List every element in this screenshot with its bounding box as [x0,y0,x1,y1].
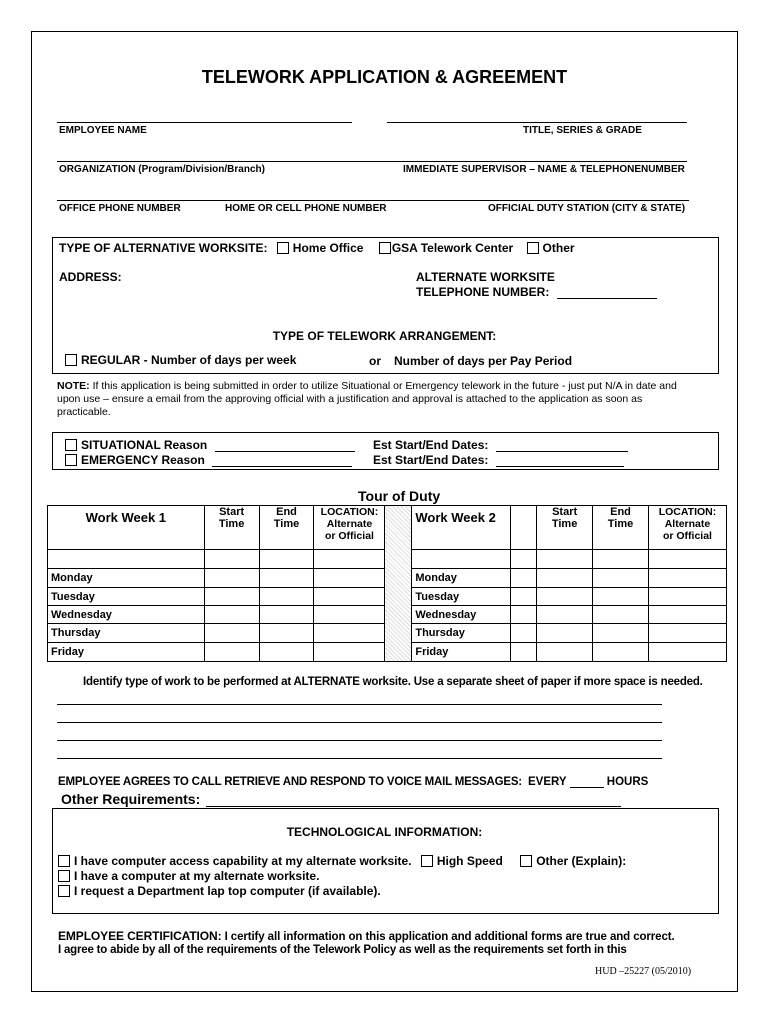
other-requirements-field[interactable] [206,806,621,807]
week2-end-header [593,506,649,550]
regular-label: REGULAR - Number of days per week [81,353,297,367]
alt-phone-field[interactable] [557,298,657,299]
phone-line[interactable] [57,200,689,201]
week1-thursday: Thursday [48,624,205,643]
end-time-label-2: Time [607,518,634,530]
blank-cell[interactable] [537,550,593,569]
blank-cell[interactable] [259,550,314,569]
time-cell[interactable] [537,643,593,662]
time-cell[interactable] [511,569,537,588]
computer-access-label: I have computer access capability at my alternate worksite. [74,854,412,868]
every-label: EVERY [528,776,567,788]
week1-end-header [259,506,314,550]
organization-line[interactable] [57,161,687,162]
title-series-grade-label: TITLE, SERIES & GRADE [523,125,642,136]
work-type-line-1[interactable] [57,704,662,705]
alt-phone-label-2: TELEPHONE NUMBER: [416,285,550,299]
location-cell[interactable] [314,624,385,643]
tour-of-duty-title: Tour of Duty [358,488,441,504]
worksite-type-label: TYPE OF ALTERNATIVE WORKSITE: [59,241,268,255]
start-label-1: Start [219,506,245,518]
office-phone-label: OFFICE PHONE NUMBER [59,203,181,214]
time-label-1: Time [218,518,245,530]
emergency-dates-field[interactable] [496,466,624,467]
situational-checkbox[interactable] [65,439,77,451]
time-cell[interactable] [537,569,593,588]
other-worksite-checkbox[interactable] [527,242,539,254]
location-cell[interactable] [648,624,726,643]
situational-label: SITUATIONAL Reason [81,438,208,452]
week2-location-header [648,506,726,550]
hours-field[interactable] [570,787,604,788]
title-series-grade-line[interactable] [387,122,687,123]
blank-cell[interactable] [48,550,205,569]
emergency-row [65,453,352,467]
arrangement-title: TYPE OF TELEWORK ARRANGEMENT: [272,329,497,343]
week2-monday: Monday [412,569,511,588]
time-cell[interactable] [537,588,593,606]
certification-line-2: I agree to abide by all of the requirements of the Telework Policy as well as the requirements set forth in this [58,944,627,956]
time-cell[interactable] [204,569,259,588]
time-cell[interactable] [593,606,649,624]
week2-wednesday: Wednesday [412,606,511,624]
employee-name-line[interactable] [57,122,352,123]
note-text [57,380,697,419]
note-label: NOTE: [57,380,90,392]
gsa-center-checkbox[interactable] [379,242,391,254]
time-cell[interactable] [511,588,537,606]
emergency-label: EMERGENCY Reason [81,453,205,467]
regular-row [65,353,296,367]
tech-item-1-row [58,854,626,868]
blank-cell[interactable] [412,550,511,569]
other-requirements-label: Other Requirements: [61,791,201,807]
week1-friday: Friday [48,643,205,662]
week1-tuesday: Tuesday [48,588,205,606]
time-cell[interactable] [537,624,593,643]
situational-dates-label: Est Start/End Dates: [373,438,489,452]
start-label-2: Start [552,506,578,518]
location-cell[interactable] [314,588,385,606]
blank-cell[interactable] [204,550,259,569]
location-label-2: LOCATION: [658,506,717,518]
emergency-checkbox[interactable] [65,454,77,466]
or-label: or [369,354,381,368]
tour-header-row [48,506,727,550]
week2-thursday: Thursday [412,624,511,643]
official-label-1: or Official [324,530,374,542]
home-phone-label: HOME OR CELL PHONE NUMBER [225,203,387,214]
week-divider [385,506,412,662]
computer-access-checkbox[interactable] [58,855,70,867]
location-cell[interactable] [648,606,726,624]
end-label-2: End [610,506,631,518]
blank-cell[interactable] [648,550,726,569]
form-page [31,31,738,992]
time-cell[interactable] [593,624,649,643]
certification-line-1 [58,929,675,943]
official-label-2: or Official [662,530,712,542]
other-requirements-row [61,791,621,807]
location-cell[interactable] [314,569,385,588]
time-cell[interactable] [537,606,593,624]
certification-label: EMPLOYEE CERTIFICATION: [58,929,222,943]
work-type-line-2[interactable] [57,722,662,723]
form-title: TELEWORK APPLICATION & AGREEMENT [201,67,568,87]
situational-reason-field[interactable] [215,451,355,452]
location-cell[interactable] [648,588,726,606]
address-label: ADDRESS: [59,270,122,284]
end-label-1: End [276,506,297,518]
time-cell[interactable] [593,588,649,606]
voicemail-every-row [528,776,648,788]
time-label-2: Time [551,518,578,530]
voicemail-text: EMPLOYEE AGREES TO CALL RETRIEVE AND RESPOND TO VOICE MAIL MESSAGES: [58,776,522,788]
time-cell[interactable] [204,624,259,643]
time-cell[interactable] [511,624,537,643]
week1-start-header [204,506,259,550]
other-worksite-label: Other [542,241,575,255]
tech-item-3-row [58,884,381,898]
worksite-type-row [59,241,575,255]
blank-cell[interactable] [314,550,385,569]
week1-location-header [314,506,385,550]
gsa-center-label: GSA Telework Center [391,241,514,255]
time-cell[interactable] [511,606,537,624]
week1-wednesday: Wednesday [48,606,205,624]
week2-header: Work Week 2 [412,506,511,550]
work-type-line-4[interactable] [57,758,662,759]
employee-name-label: EMPLOYEE NAME [59,125,147,136]
location-cell[interactable] [648,643,726,662]
emergency-reason-field[interactable] [212,466,352,467]
work-type-instruction: Identify type of work to be performed at ALTERNATE worksite. Use a separate sheet of paper if more space is needed. [83,676,703,688]
certification-text-1: I certify all information on this application and additional forms are true and correct. [221,931,675,943]
time-cell[interactable] [259,569,314,588]
emergency-dates-label: Est Start/End Dates: [373,453,489,467]
week2-start-header [537,506,593,550]
blank-cell[interactable] [511,550,537,569]
week1-monday: Monday [48,569,205,588]
alternate-label-2: Alternate [664,518,711,530]
time-cell[interactable] [259,624,314,643]
time-cell[interactable] [593,643,649,662]
time-cell[interactable] [259,588,314,606]
alt-phone-row [416,285,657,299]
request-laptop-label: I request a Department lap top computer (if available). [74,884,381,898]
alt-phone-label-1: ALTERNATE WORKSITE [416,270,555,284]
week1-header: Work Week 1 [48,506,205,550]
tech-item-2-row [58,869,319,883]
hours-label: HOURS [606,776,649,788]
week2-friday: Friday [412,643,511,662]
situational-dates-row [373,438,628,452]
situational-row [65,438,355,452]
blank-cell[interactable] [593,550,649,569]
note-body: If this application is being submitted in order to utilize Situational or Emergency telework in the future - just put N/A in date and upon use – ensure a email from the approving official with a justification and approval is attached to the application as soon as practicable. [57,380,677,418]
end-time-label-1: Time [273,518,300,530]
high-speed-label: High Speed [436,854,503,868]
time-cell[interactable] [511,643,537,662]
time-cell[interactable] [204,606,259,624]
location-cell[interactable] [314,606,385,624]
time-cell[interactable] [204,588,259,606]
week2-blank-header [511,506,537,550]
other-explain-checkbox[interactable] [520,855,532,867]
home-office-checkbox[interactable] [277,242,289,254]
have-computer-label: I have a computer at my alternate worksite. [74,869,320,883]
alternate-label-1: Alternate [326,518,373,530]
situational-dates-field[interactable] [496,451,628,452]
organization-label: ORGANIZATION (Program/Division/Branch) [59,164,265,175]
high-speed-checkbox[interactable] [421,855,433,867]
location-cell[interactable] [314,643,385,662]
regular-checkbox[interactable] [65,354,77,366]
have-computer-checkbox[interactable] [58,870,70,882]
home-office-label: Home Office [292,241,364,255]
time-cell[interactable] [259,643,314,662]
tour-of-duty-table [47,505,727,662]
location-label-1: LOCATION: [320,506,379,518]
work-type-line-3[interactable] [57,740,662,741]
pay-period-label: Number of days per Pay Period [394,354,573,368]
location-cell[interactable] [648,569,726,588]
time-cell[interactable] [593,569,649,588]
supervisor-label: IMMEDIATE SUPERVISOR – NAME & TELEPHONENUMBER [403,164,685,175]
request-laptop-checkbox[interactable] [58,885,70,897]
week2-tuesday: Tuesday [412,588,511,606]
time-cell[interactable] [259,606,314,624]
emergency-dates-row [373,453,624,467]
duty-station-label: OFFICIAL DUTY STATION (CITY & STATE) [488,203,686,214]
form-number: HUD –25227 (05/2010) [595,966,692,977]
time-cell[interactable] [204,643,259,662]
other-explain-label: Other (Explain): [536,854,627,868]
tech-title: TECHNOLOGICAL INFORMATION: [286,825,483,839]
